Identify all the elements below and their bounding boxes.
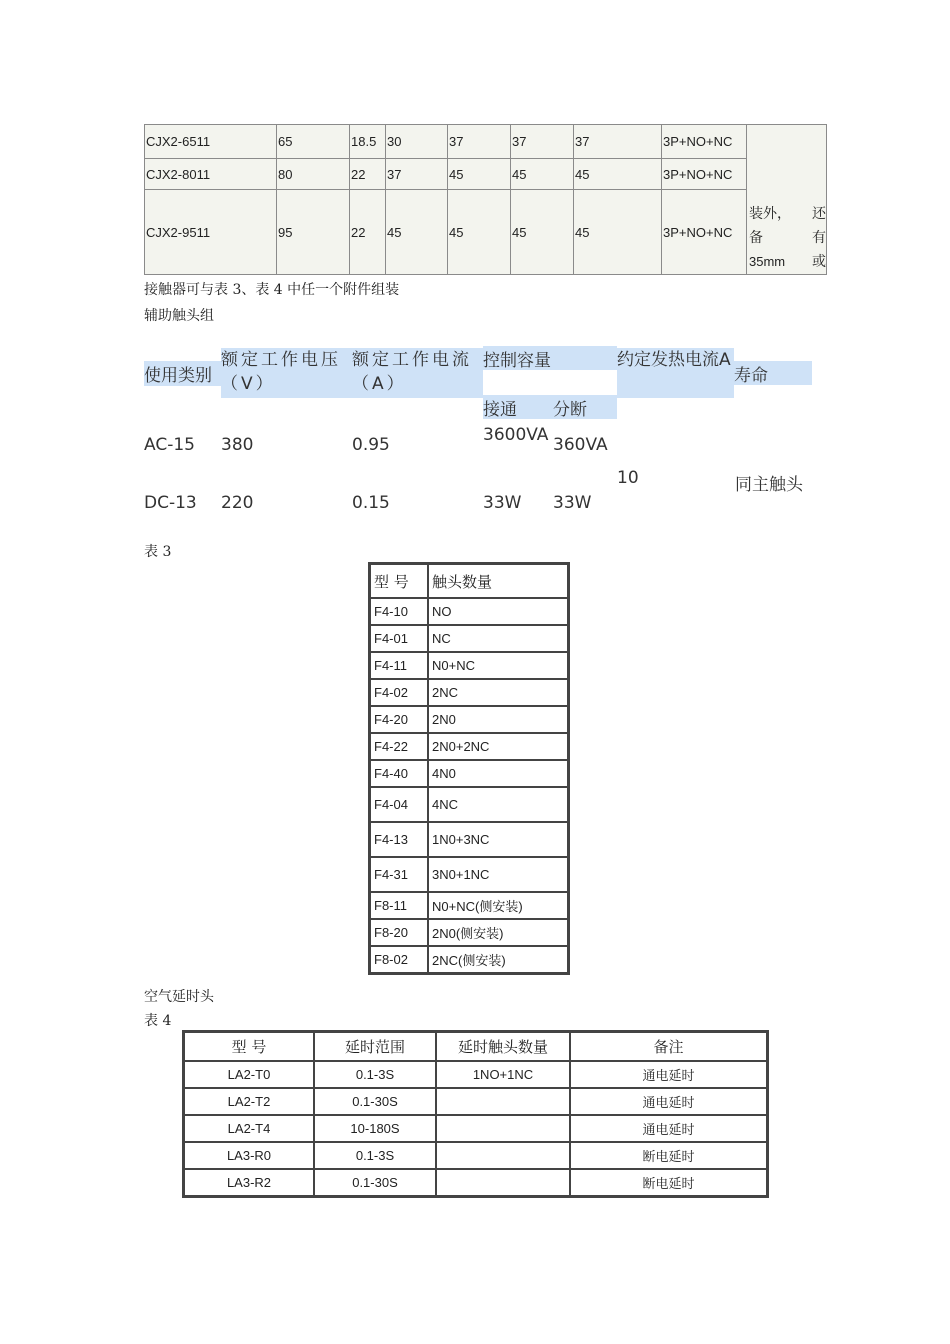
model-cell: F4-04	[370, 787, 428, 822]
table-cell: 45	[386, 190, 448, 275]
table-row	[184, 1061, 767, 1088]
range-cell: 0.1-30S	[314, 1169, 436, 1196]
remark-cell: 通电延时	[570, 1061, 767, 1088]
table-cell: 37	[574, 125, 662, 159]
table-row	[370, 787, 568, 822]
table-header-row	[370, 564, 568, 598]
model-cell: LA3-R0	[184, 1142, 314, 1169]
model-cell: F4-02	[370, 679, 428, 706]
note-text: 35mm	[749, 254, 786, 269]
contacts-cell	[436, 1142, 570, 1169]
range-cell: 0.1-30S	[314, 1088, 436, 1115]
contact-cell: 3N0+1NC	[428, 857, 568, 892]
table-row	[370, 919, 568, 946]
header-thermal: 约定发热电流A	[617, 348, 734, 398]
model-cell: LA3-R2	[184, 1169, 314, 1196]
model-cell: F8-20	[370, 919, 428, 946]
table-cell: 3P+NO+NC	[662, 159, 747, 190]
model-cell: F8-11	[370, 892, 428, 919]
aux-row-category: DC-13	[144, 493, 197, 513]
model-cell: F4-13	[370, 822, 428, 857]
contact-cell: N0+NC	[428, 652, 568, 679]
model-cell: F4-20	[370, 706, 428, 733]
table-row	[370, 652, 568, 679]
table-cell: 65	[277, 125, 350, 159]
contacts-cell	[436, 1115, 570, 1142]
model-cell: F4-40	[370, 760, 428, 787]
model-cell: LA2-T2	[184, 1088, 314, 1115]
assembly-note: 接触器可与表 3、表 4 中任一个附件组装	[144, 282, 400, 298]
model-cell: LA2-T4	[184, 1115, 314, 1142]
remark-cell: 断电延时	[570, 1169, 767, 1196]
header-delay-contacts: 延时触头数量	[436, 1032, 570, 1061]
contact-cell: 2N0	[428, 706, 568, 733]
model-cell: F4-31	[370, 857, 428, 892]
table-cell: 22	[350, 159, 386, 190]
table-cell: 37	[448, 125, 511, 159]
table-header-row	[184, 1032, 767, 1061]
aux-thermal-value: 10	[617, 468, 639, 488]
aux-row-current: 0.95	[352, 435, 390, 455]
table-row	[184, 1142, 767, 1169]
contacts-cell	[436, 1088, 570, 1115]
aux-row-voltage: 220	[221, 493, 254, 513]
table-row	[145, 190, 827, 275]
model-cell: F4-10	[370, 598, 428, 625]
model-cell: CJX2-8011	[145, 159, 277, 190]
contacts-cell: 1NO+1NC	[436, 1061, 570, 1088]
contact-cell: 4NC	[428, 787, 568, 822]
range-cell: 0.1-3S	[314, 1142, 436, 1169]
header-life: 寿命	[734, 361, 812, 385]
header-category: 使用类别	[144, 361, 221, 386]
table-row	[370, 760, 568, 787]
contact-cell: 2N0+2NC	[428, 733, 568, 760]
header-delay-range: 延时范围	[314, 1032, 436, 1061]
contact-cell: 2N0(侧安装)	[428, 919, 568, 946]
table-cell: 37	[386, 159, 448, 190]
aux-row-category: AC-15	[144, 435, 195, 455]
header-break: 分断	[553, 395, 617, 419]
model-cell: CJX2-9511	[145, 190, 277, 275]
contact-cell: 2NC	[428, 679, 568, 706]
table-row	[370, 857, 568, 892]
remark-cell: 通电延时	[570, 1115, 767, 1142]
table-row	[184, 1115, 767, 1142]
aux-row-make: 3600VA	[483, 425, 549, 445]
air-delay-title: 空气延时头	[144, 989, 214, 1005]
header-model: 型 号	[184, 1032, 314, 1061]
note-text: 备	[749, 230, 763, 246]
remark-cell: 断电延时	[570, 1142, 767, 1169]
contact-cell: N0+NC(侧安装)	[428, 892, 568, 919]
table-row	[370, 822, 568, 857]
table-cell: 80	[277, 159, 350, 190]
aux-row-break: 360VA	[553, 435, 608, 455]
aux-contact-title: 辅助触头组	[144, 308, 214, 324]
header-current: 额定工作电流（A）	[352, 348, 483, 398]
table-cell: 45	[574, 190, 662, 275]
table-cell: 45	[448, 159, 511, 190]
table-row	[145, 125, 827, 159]
contact-cell: 1N0+3NC	[428, 822, 568, 857]
table-cell: 37	[511, 125, 574, 159]
header-voltage: 额定工作电压（V）	[221, 348, 352, 398]
contact-cell: NO	[428, 598, 568, 625]
note-text: 有	[812, 230, 826, 246]
table-cell: 18.5	[350, 125, 386, 159]
air-delay-table	[182, 1030, 769, 1198]
table-row	[145, 159, 827, 190]
table-cell: 30	[386, 125, 448, 159]
table-cell: 22	[350, 190, 386, 275]
table-row	[184, 1169, 767, 1196]
aux-life-value: 同主触头	[735, 475, 803, 495]
table-cell: 45	[511, 190, 574, 275]
header-capacity: 控制容量	[483, 346, 617, 370]
aux-row-break: 33W	[553, 493, 592, 513]
table-cell: 45	[448, 190, 511, 275]
remark-cell: 通电延时	[570, 1088, 767, 1115]
range-cell: 10-180S	[314, 1115, 436, 1142]
table-row	[184, 1088, 767, 1115]
contacts-cell	[436, 1169, 570, 1196]
table-row	[370, 733, 568, 760]
table-cell: 95	[277, 190, 350, 275]
header-remark: 备注	[570, 1032, 767, 1061]
table-row	[370, 598, 568, 625]
note-text: 装外，	[749, 206, 791, 222]
contactor-spec-table	[144, 124, 827, 275]
table-cell: 3P+NO+NC	[662, 125, 747, 159]
table3-label: 表 3	[144, 544, 172, 560]
table-row	[370, 946, 568, 973]
header-model: 型 号	[370, 564, 428, 598]
table-row	[370, 625, 568, 652]
table-cell: 45	[574, 159, 662, 190]
table-cell: 45	[511, 159, 574, 190]
table-row	[370, 679, 568, 706]
table-row	[370, 892, 568, 919]
model-cell: F8-02	[370, 946, 428, 973]
model-cell: CJX2-6511	[145, 125, 277, 159]
model-cell: F4-01	[370, 625, 428, 652]
table4-label: 表 4	[144, 1013, 172, 1029]
contact-cell: 2NC(侧安装)	[428, 946, 568, 973]
note-text: 或	[812, 254, 826, 270]
aux-row-make: 33W	[483, 493, 522, 513]
model-cell: F4-11	[370, 652, 428, 679]
table-row	[370, 706, 568, 733]
range-cell: 0.1-3S	[314, 1061, 436, 1088]
aux-contact-table	[368, 562, 570, 975]
note-text: 还	[812, 206, 826, 222]
aux-row-current: 0.15	[352, 493, 390, 513]
table-cell: 3P+NO+NC	[662, 190, 747, 275]
contact-cell: NC	[428, 625, 568, 652]
header-contact-count: 触头数量	[428, 564, 568, 598]
contact-cell: 4N0	[428, 760, 568, 787]
header-make: 接通	[483, 395, 553, 419]
merged-note-cell	[747, 125, 827, 275]
model-cell: LA2-T0	[184, 1061, 314, 1088]
model-cell: F4-22	[370, 733, 428, 760]
aux-row-voltage: 380	[221, 435, 254, 455]
